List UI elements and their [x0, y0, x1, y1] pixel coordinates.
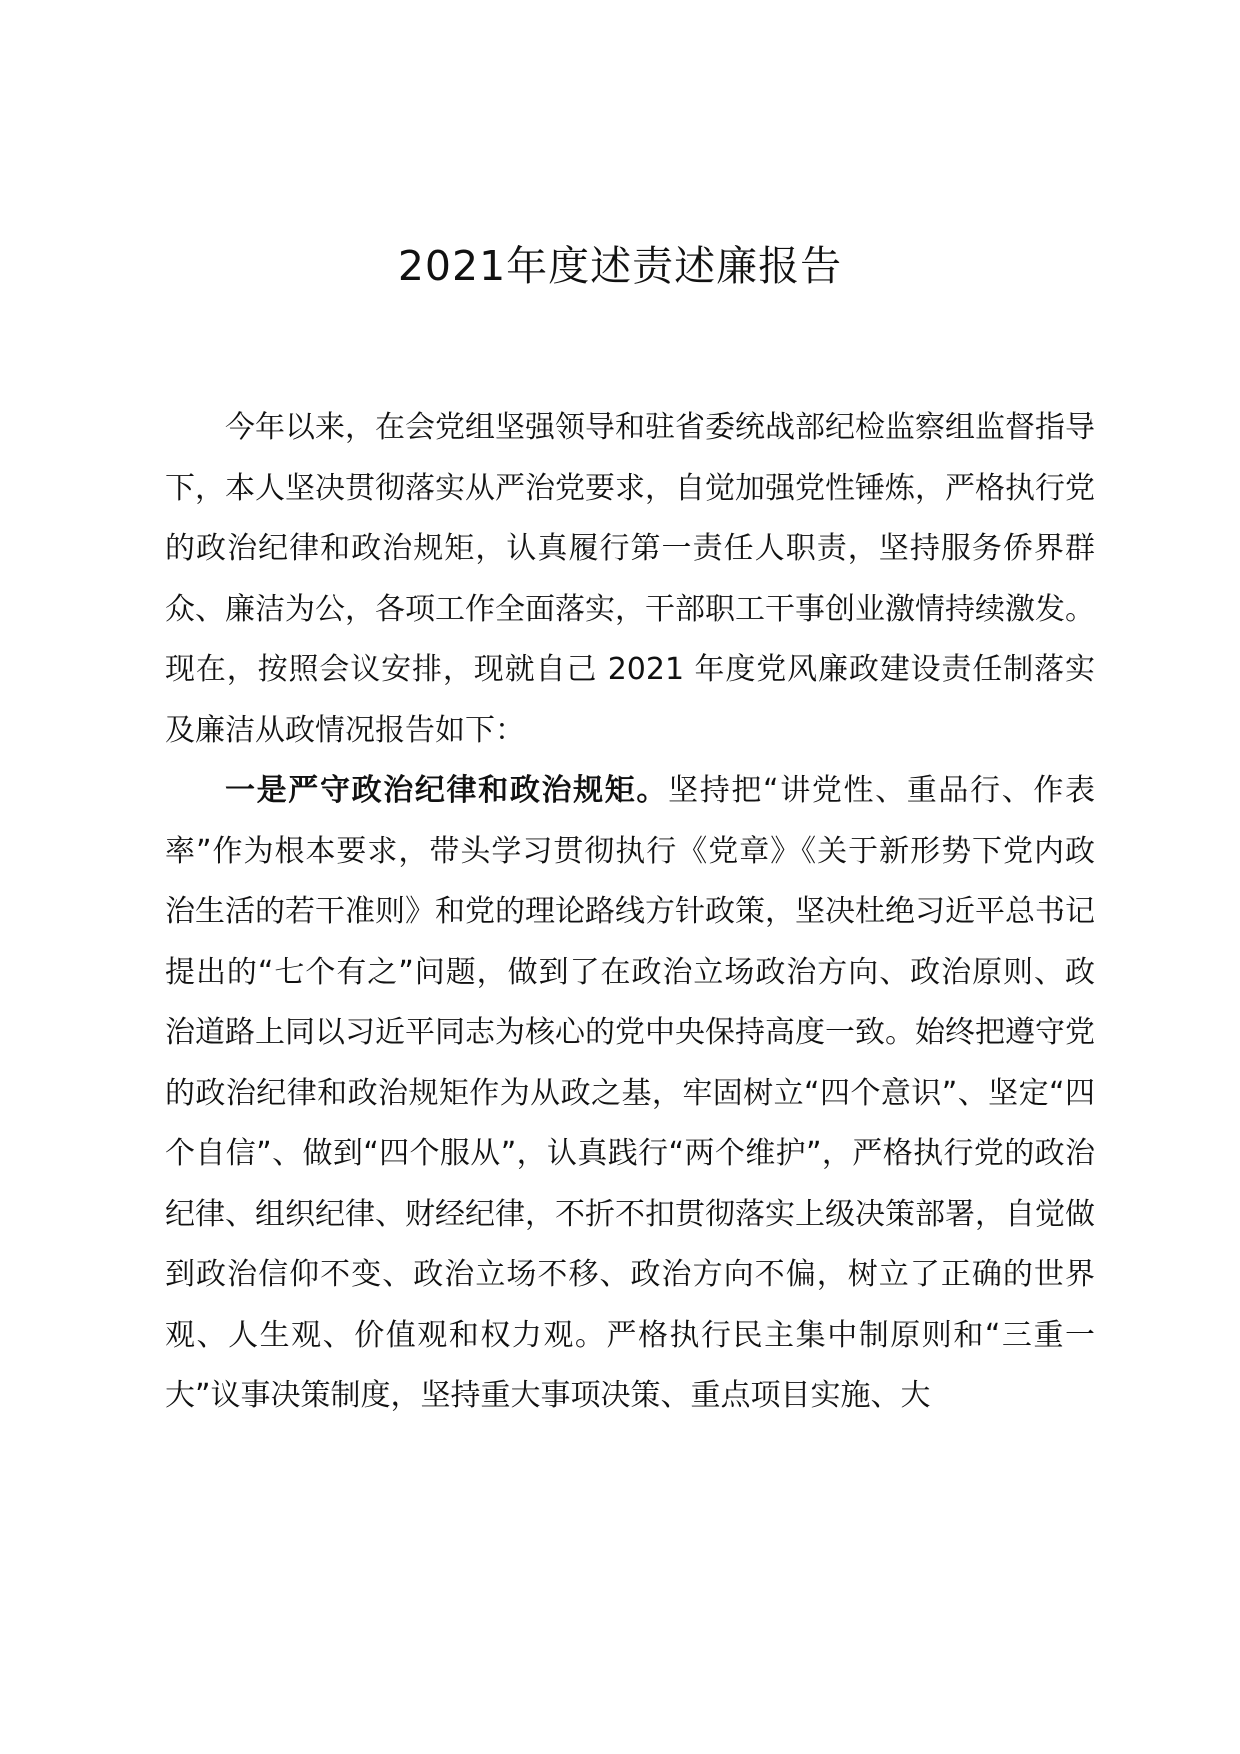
paragraph-point-one	[165, 761, 1095, 1427]
paragraph-intro	[165, 398, 1095, 761]
paragraph-point-one-lead: 一是严守政治纪律和政治规矩。	[225, 773, 669, 808]
paragraph-point-one-text: 坚持把“讲党性、重品行、作表率”作为根本要求，带头学习贯彻执行《党章》《关于新形势下党内政治生活的若干准则》和党的理论路线方针政策，坚决杜绝习近平总书记提出的“七个有之”问题，做到了在政治立场政治方向、政治原则、政治道路上同以习近平同志为核心的党中央保持高度一致。始终把遵守党的政治纪律和政治规矩作为从政之基，牢固树立“四个意识”、坚定“四个自信”、做到“四个服从”，认真践行“两个维护”，严格执行党的政治纪律、组织纪律、财经纪律，不折不扣贯彻落实上级决策部署，自觉做到政治信仰不变、政治立场不移、政治方向不偏，树立了正确的世界观、人生观、价值观和权力观。严格执行民主集中制原则和“三重一大”议事决策制度，坚持重大事项决策、重点项目实施、大	[165, 773, 1096, 1413]
paragraph-intro-text: 今年以来，在会党组坚强领导和驻省委统战部纪检监察组监督指导下，本人坚决贯彻落实从严治党要求，自觉加强党性锤炼，严格执行党的政治纪律和政治规矩，认真履行第一责任人职责，坚持服务侨界群众、廉洁为公，各项工作全面落实，干部职工干事创业激情持续激发。现在，按照会议安排，现就自己 2021 年度党风廉政建设责任制落实及廉洁从政情况报告如下：	[165, 410, 1095, 748]
document-title: 2021年度述责述廉报告	[397, 242, 843, 290]
document-body	[165, 398, 1095, 1427]
